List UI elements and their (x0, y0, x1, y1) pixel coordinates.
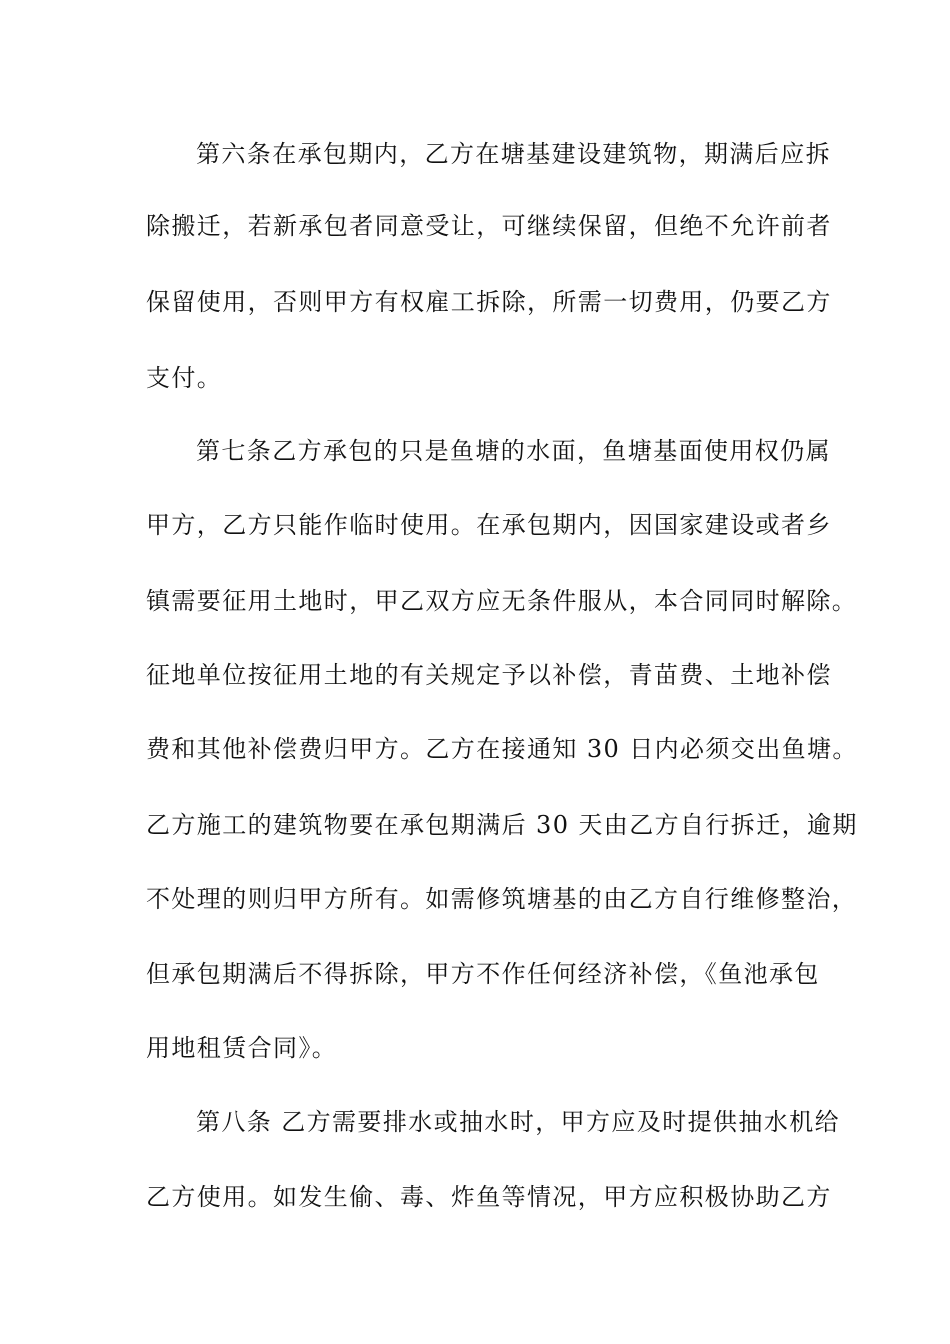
article-8-line-2: 乙方使用。如发生偷、毒、炸鱼等情况，甲方应积极协助乙方 (146, 1183, 832, 1211)
article-7-line-4: 征地单位按征用土地的有关规定予以补偿，青苗费、土地补偿 (146, 661, 832, 689)
article-6-line-4: 支付。 (146, 364, 223, 392)
article-6-line-3: 保留使用，否则甲方有权雇工拆除，所需一切费用，仍要乙方 (146, 288, 832, 316)
article-7-line-3: 镇需要征用土地时，甲乙双方应无条件服从，本合同同时解除。 (146, 587, 858, 615)
article-7-line-6: 乙方施工的建筑物要在承包期满后 30 天由乙方自行拆迁，逾期 (146, 811, 858, 839)
article-6-line-1: 第六条在承包期内，乙方在塘基建设建筑物，期满后应拆 (196, 140, 831, 168)
article-6-line-2: 除搬迁，若新承包者同意受让，可继续保留，但绝不允许前者 (146, 212, 832, 240)
article-7-line-8: 但承包期满后不得拆除，甲方不作任何经济补偿，《鱼池承包 (146, 960, 820, 988)
article-7-line-9: 用地租赁合同》。 (146, 1034, 338, 1062)
article-7-line-5: 费和其他补偿费归甲方。乙方在接通知 30 日内必须交出鱼塘。 (146, 735, 858, 763)
article-7-line-1: 第七条乙方承包的只是鱼塘的水面，鱼塘基面使用权仍属 (196, 437, 831, 465)
article-7-line-7: 不处理的则归甲方所有。如需修筑塘基的由乙方自行维修整治， (146, 885, 858, 913)
article-7-line-2: 甲方，乙方只能作临时使用。在承包期内，因国家建设或者乡 (146, 511, 832, 539)
article-8-line-1: 第八条 乙方需要排水或抽水时，甲方应及时提供抽水机给 (196, 1108, 841, 1136)
